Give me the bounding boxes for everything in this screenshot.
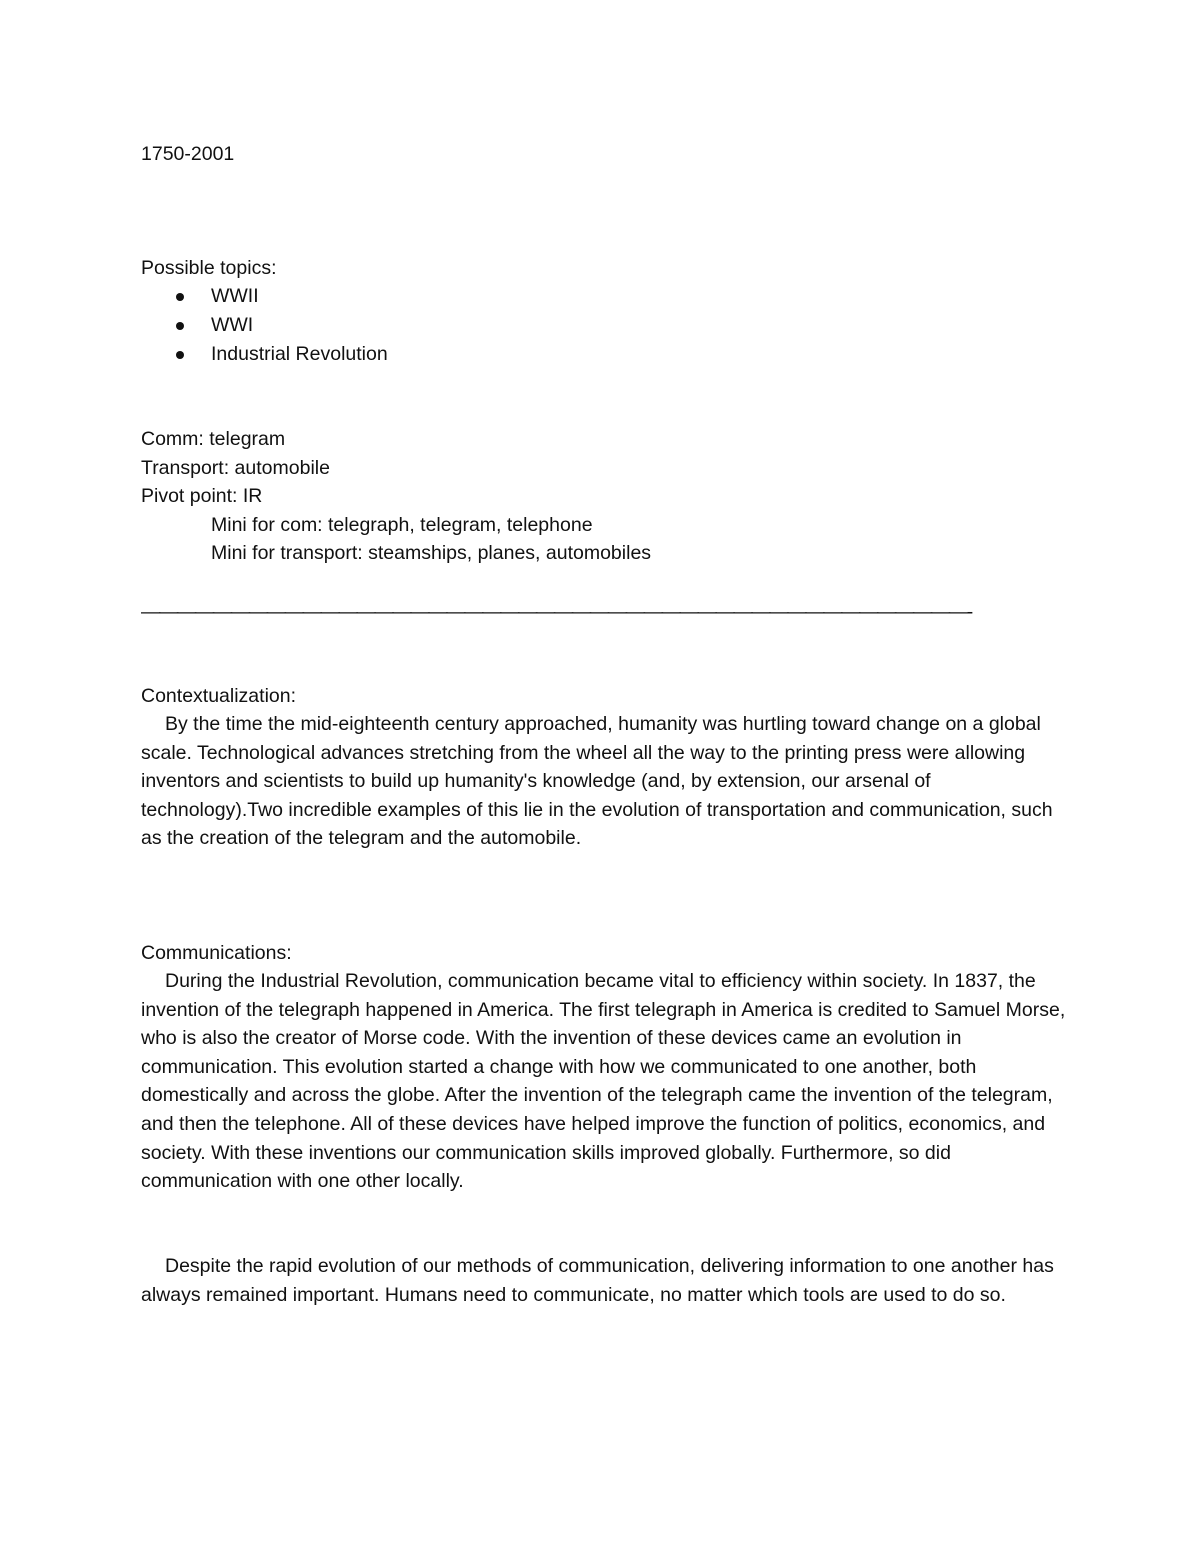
topics-heading: Possible topics: bbox=[141, 257, 277, 279]
communications-heading: Communications: bbox=[141, 942, 292, 964]
bullet-icon bbox=[176, 293, 184, 301]
communications-paragraph-2: Despite the rapid evolution of our methods of communication, delivering information to one another has always remained important. Humans need to communicate, no matter which tools are used to do so. bbox=[141, 1255, 1054, 1306]
comm-line: Comm: telegram bbox=[141, 428, 286, 450]
mini-transport-line: Mini for transport: steamships, planes, automobiles bbox=[211, 542, 652, 564]
bullet-icon bbox=[176, 322, 184, 330]
topic-label: Industrial Revolution bbox=[211, 343, 388, 365]
communications-paragraph: During the Industrial Revolution, communication became vital to efficiency within society. In 1837, the invention of the telegraph happened in America. The first telegraph in America is credited to Samuel Morse, who is also the creator of Morse code. With the invention of these devices came an evolution in communication. This evolution started a change with how we communicated to one another, both domestically and across the globe. After the invention of the telegraph came the invention of the telegram, and then the telephone. All of these devices have helped improve the function of politics, economics, and society. With these inventions our communication skills improved globally. Furthermore, so did communication with one other locally. bbox=[141, 970, 1066, 1193]
topic-list-item bbox=[176, 311, 253, 340]
pivot-line: Pivot point: IR bbox=[141, 485, 263, 507]
context-paragraph: By the time the mid-eighteenth century approached, humanity was hurtling toward change on a global scale. Technological advances stretching from the wheel all the way to the printing press were allowing inventors and scientists to build up humanity's knowledge (and, by extension, our arsenal of technology).Two incredible examples of this lie in the evolution of transportation and communication, such as the creation of the telegram and the automobile. bbox=[141, 713, 1053, 850]
topic-label: WWI bbox=[211, 314, 254, 336]
topic-label: WWII bbox=[211, 285, 259, 307]
bullet-icon bbox=[176, 351, 184, 359]
dash-divider: ——————————————————————————————————————————————- bbox=[141, 601, 972, 623]
context-heading: Contextualization: bbox=[141, 685, 297, 707]
topic-list-item bbox=[176, 340, 388, 369]
topic-list-item bbox=[176, 282, 259, 311]
date-range: 1750-2001 bbox=[141, 143, 235, 165]
mini-com-line: Mini for com: telegraph, telegram, telephone bbox=[211, 514, 593, 536]
transport-line: Transport: automobile bbox=[141, 457, 330, 479]
